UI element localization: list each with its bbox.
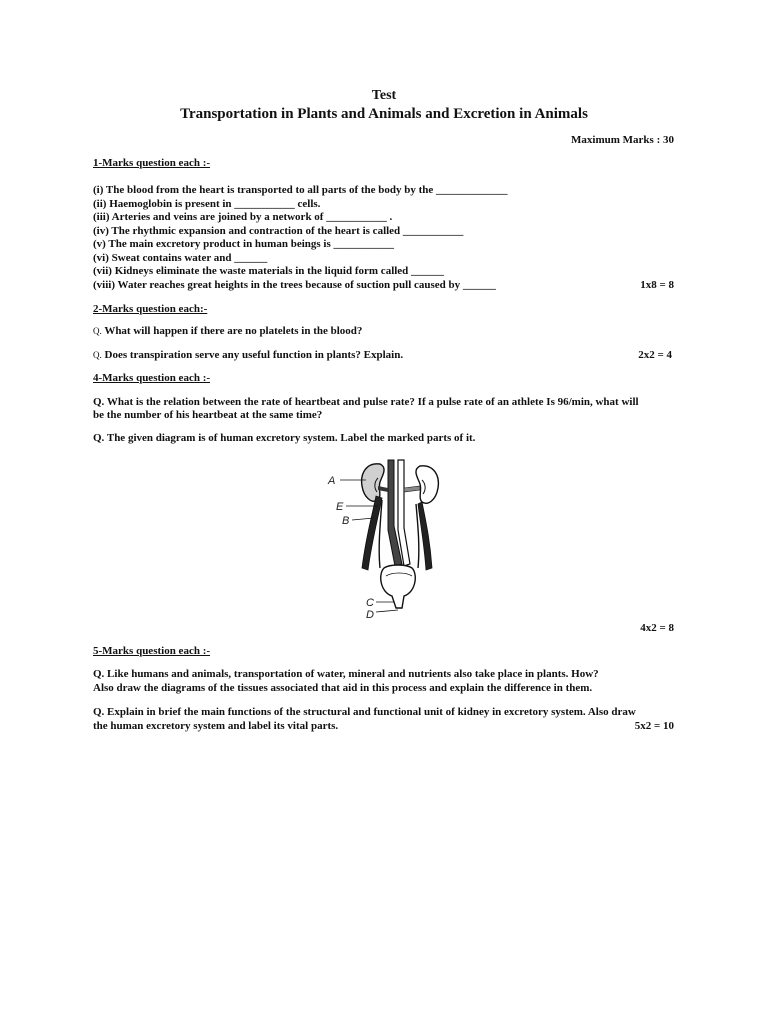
s2-question-2-text: Does transpiration serve any useful function in plants? Explain. (104, 349, 404, 361)
s5-question-1-line1: Q. Like humans and animals, transportation of water, mineral and nutrients also take place in plants. How? (93, 668, 599, 680)
s1-item-8: (viii) Water reaches great heights in the trees because of suction pull caused by ______ (93, 279, 496, 291)
diagram-label-c: C (366, 597, 374, 609)
section1-marks: 1x8 = 8 (640, 279, 674, 291)
s5-question-2-line1: Q. Explain in brief the main functions of the structural and functional unit of kidney in excretory system. Also draw (93, 706, 636, 718)
section4-marks: 4x2 = 8 (640, 622, 674, 634)
s1-item-3: (iii) Arteries and veins are joined by a network of ___________ . (93, 211, 393, 223)
s1-item-2: (ii) Haemoglobin is present in ___________ cells. (93, 198, 321, 210)
s4-question-1-line1: Q. What is the relation between the rate of heartbeat and pulse rate? If a pulse rate of an athlete Is 96/min, what will (93, 396, 639, 408)
page-title: Test (371, 88, 397, 103)
section2-heading: 2-Marks question each:- (93, 303, 208, 315)
section1-heading: 1-Marks question each :- (93, 157, 211, 169)
diagram-label-d: D (366, 609, 374, 621)
diagram-label-a: A (328, 475, 336, 487)
section4-heading: 4-Marks question each :- (93, 372, 211, 384)
section2-marks: 2x2 = 4 (638, 349, 672, 361)
diagram-label-e: E (336, 501, 344, 513)
maximum-marks: Maximum Marks : 30 (571, 134, 674, 146)
q-prefix: Q. (93, 326, 102, 336)
s1-item-1: (i) The blood from the heart is transported to all parts of the body by the _____________ (93, 184, 508, 196)
s1-item-4: (iv) The rhythmic expansion and contraction of the heart is called ___________ (93, 225, 464, 237)
s2-question-2 (93, 349, 403, 361)
diagram-label-b: B (342, 515, 350, 527)
excretory-system-diagram (322, 456, 452, 622)
s1-item-6: (vi) Sweat contains water and ______ (93, 252, 268, 264)
s4-question-1-line2: be the number of his heartbeat at the same time? (93, 409, 323, 421)
section5-marks: 5x2 = 10 (634, 720, 674, 732)
section5-heading: 5-Marks question each :- (93, 645, 211, 657)
page-subtitle: Transportation in Plants and Animals and Excretion in Animals (180, 106, 588, 122)
s1-item-5: (v) The main excretory product in human beings is ___________ (93, 238, 394, 250)
s1-item-7: (vii) Kidneys eliminate the waste materials in the liquid form called ______ (93, 265, 445, 277)
s5-question-2-line2: the human excretory system and label its vital parts. (93, 720, 339, 732)
s2-question-1 (93, 325, 362, 337)
q-prefix: Q. (93, 350, 102, 360)
s4-question-2: Q. The given diagram is of human excretory system. Label the marked parts of it. (93, 432, 476, 444)
s2-question-1-text: What will happen if there are no platelets in the blood? (104, 325, 363, 337)
s5-question-1-line2: Also draw the diagrams of the tissues associated that aid in this process and explain the difference in them. (93, 682, 593, 694)
